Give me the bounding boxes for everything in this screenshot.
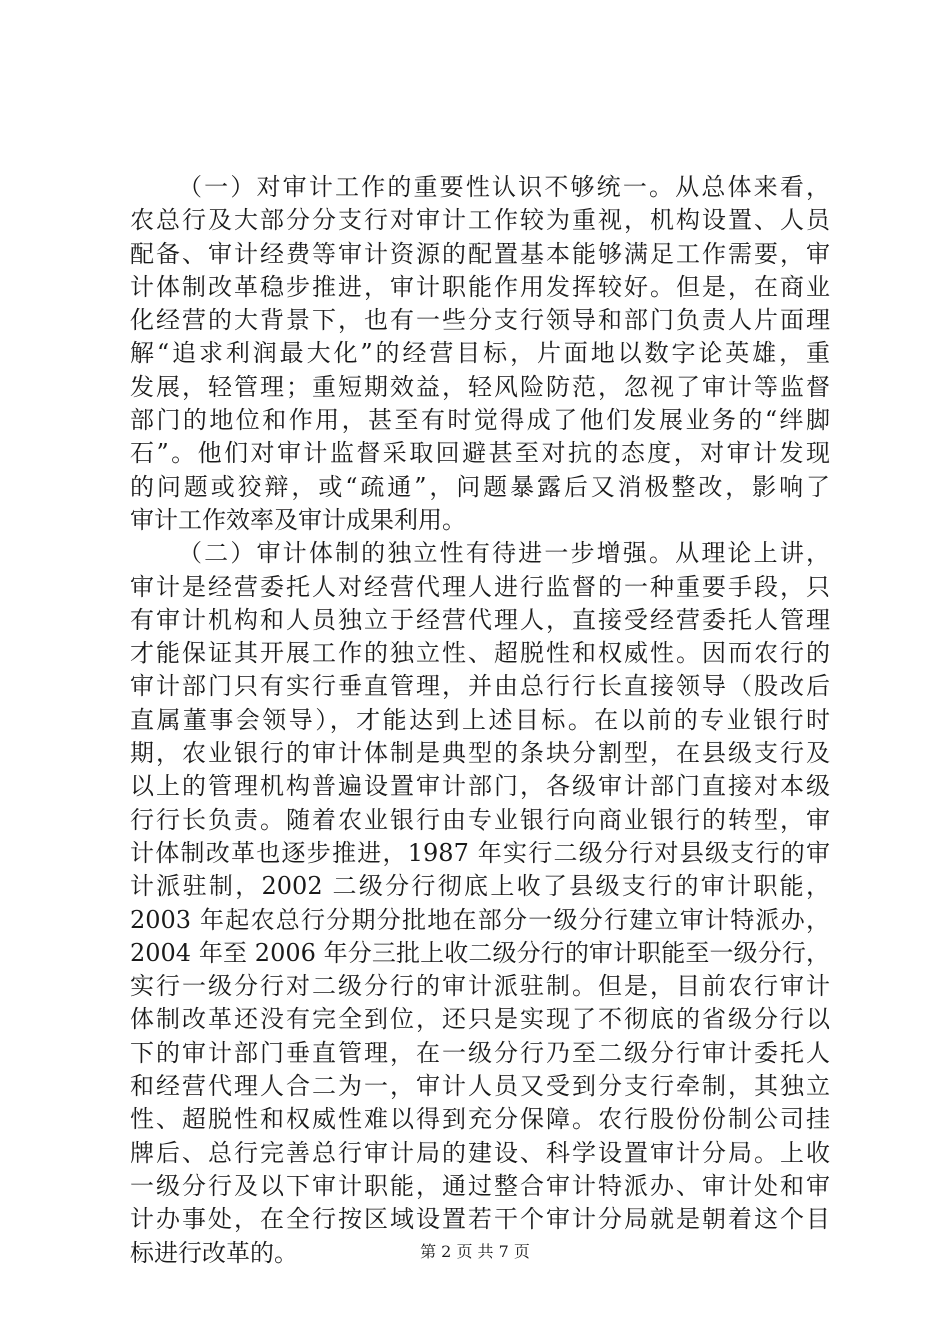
paragraph-2-line: 才能保证其开展工作的独立性、超脱性和权威性。因而农行的 [130, 639, 830, 668]
paragraph-2-line: 直属董事会领导），才能达到上述目标。在以前的专业银行时 [130, 705, 830, 734]
paragraph-1-line: 计体制改革稳步推进，审计职能作用发挥较好。但是，在商业 [130, 272, 830, 301]
page-number-footer: 第 2 页 共 7 页 [420, 1242, 530, 1261]
paragraph-2-line: 计派驻制，2002 二级分行彻底上收了县级支行的审计职能， [130, 872, 830, 901]
paragraph-2-line: 行行长负责。随着农业银行由专业银行向商业银行的转型，审 [130, 805, 830, 834]
paragraph-1-line: 审计工作效率及审计成果利用。 [130, 505, 466, 534]
paragraph-2-line: 2003 年起农总行分期分批地在部分一级分行建立审计特派办， [130, 905, 830, 934]
paragraph-2-line: 2004 年至 2006 年分三批上收二级分行的审计职能至一级分行， [130, 938, 830, 967]
paragraph-2-line: 性、超脱性和权威性难以得到充分保障。农行股份份制公司挂 [130, 1105, 830, 1134]
paragraph-2-line: 审计部门只有实行垂直管理，并由总行行长直接领导（股改后 [130, 672, 830, 701]
paragraph-1-line: 农总行及大部分分支行对审计工作较为重视，机构设置、人员 [130, 206, 830, 235]
paragraph-2-line: 下的审计部门垂直管理，在一级分行乃至二级分行审计委托人 [130, 1038, 830, 1067]
paragraph-2-line: 计体制改革也逐步推进，1987 年实行二级分行对县级支行的审 [130, 838, 830, 867]
paragraph-1-line: 配备、审计经费等审计资源的配置基本能够满足工作需要，审 [130, 239, 830, 268]
paragraph-2-line: 以上的管理机构普遍设置审计部门，各级审计部门直接对本级 [130, 772, 830, 801]
paragraph-2-line: 标进行改革的。 [130, 1238, 298, 1267]
paragraph-1-line: 的问题或狡辩，或“疏通”，问题暴露后又消极整改，影响了 [130, 472, 830, 501]
paragraph-2-line: 和经营代理人合二为一，审计人员又受到分支行牵制，其独立 [130, 1072, 830, 1101]
body-text [130, 171, 830, 1270]
paragraph-1-line: 发展，轻管理；重短期效益，轻风险防范，忽视了审计等监督 [130, 372, 830, 401]
paragraph-2-line: 有审计机构和人员独立于经营代理人，直接受经营委托人管理 [130, 605, 830, 634]
paragraph-1-line: （一）对审计工作的重要性认识不够统一。从总体来看， [178, 173, 830, 201]
paragraph-2-line: 一级分行及以下审计职能，通过整合审计特派办、审计处和审 [130, 1171, 830, 1200]
paragraph-2-line: 体制改革还没有完全到位，还只是实现了不彻底的省级分行以 [130, 1005, 830, 1034]
paragraph-1-line: 部门的地位和作用，甚至有时觉得成了他们发展业务的“绊脚 [130, 406, 830, 435]
paragraph-2-line: 实行一级分行对二级分行的审计派驻制。但是，目前农行审计 [130, 972, 830, 1001]
paragraph-2-line: 审计是经营委托人对经营代理人进行监督的一种重要手段，只 [130, 572, 830, 601]
paragraph-2-line: （二）审计体制的独立性有待进一步增强。从理论上讲， [178, 539, 830, 568]
paragraph-1-line: 化经营的大背景下，也有一些分支行领导和部门负责人片面理 [130, 306, 830, 335]
paragraph-2-line: 牌后、总行完善总行审计局的建设、科学设置审计分局。上收 [130, 1138, 830, 1167]
paragraph-1-line: 石”。他们对审计监督采取回避甚至对抗的态度，对审计发现 [130, 439, 830, 468]
paragraph-1-line: 解“追求利润最大化”的经营目标，片面地以数字论英雄，重 [130, 339, 830, 368]
paragraph-2-line: 期，农业银行的审计体制是典型的条块分割型，在县级支行及 [130, 739, 830, 768]
paragraph-2-line: 计办事处，在全行按区域设置若干个审计分局就是朝着这个目 [130, 1205, 830, 1234]
